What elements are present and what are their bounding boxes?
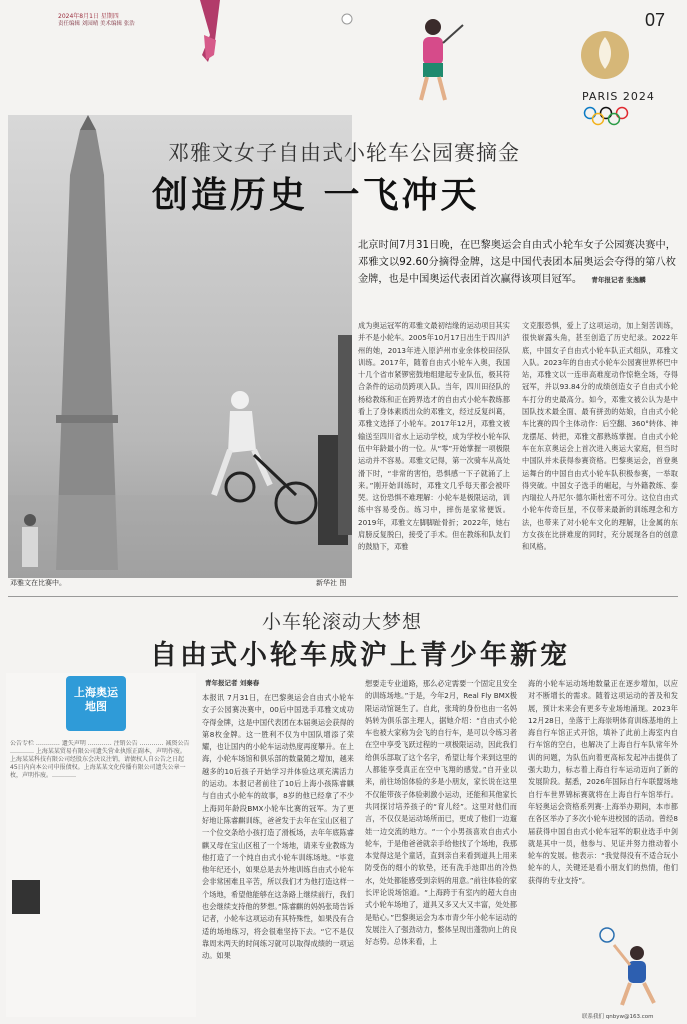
- story2-column-2: 想要走专业道路，那么必定需要一个固定且安全的训练场地。”于是，今年2月，Real Fly BMX极限运动馆诞生了。自此，张琦的身份也由一名妈妈转为俱乐部主理人，据她介绍：“自由式小轮车也被大家称为会飞的自行车，是可以令练习者在空中享受飞跃过程的一项极限运动，因此我们给俱乐部取了这个名字，希望让每个来到这里的人都能享受真正在空中飞翔的感觉。”自开业以来，前往场馆体验的多是小朋友，家长说在这里不仅能带孩子体验刺激小运动，还能和其他家长共同探讨培养孩子的“育儿经”。这里对他们而言，不仅仅是运动场所而已，更成了他们一边遛娃一边交流的地方。“一个小男孩喜欢自由式小轮车，于是他爸爸就亲手给他找了个场地，我那本觉得这是个童话，直到亲自来看到道具上用来防受伤的细小的软垫，还有洗手池即出的冷热水，处处都能感受到亲妈的用意。”前往体验的家长评论说场馆道。“上海跨于有室内的超大自由式小轮车场地了，道具又多又大又丰富，处处都是贴心。”巴黎奥运会为本市青少年小轮车运动的发展注入了强劲动力，整体呈现出蓬勃向上的良好态势。总体来看，上: [365, 679, 517, 947]
- map-label: 上海奥运地图: [74, 686, 118, 713]
- section-divider: [8, 596, 678, 597]
- footer-contact: 联系我们 qnbyw@163.com: [582, 1014, 654, 1020]
- classified-ads: 公告专栏 ………… 遗失声明 ………… 注销公告 ………… 减资公告 ………… 上海某某贸易有限公司遗失营业执照正副本，声明作废。上海某某科技有限公司经股东会决议注销，请债权人自公告之日起45日内向本公司申报债权。上海某某文化传播有限公司遗失公章一枚，声明作废。…………: [10, 740, 190, 779]
- gymnast-illustration: [180, 0, 240, 70]
- story2-kicker: 小车轮滚动大梦想: [262, 611, 423, 633]
- story2-headline: 自由式小轮车成沪上青少年新宠: [150, 640, 570, 671]
- story1-headline: 创造历史 一飞冲天: [152, 175, 480, 216]
- story1-lead-text: 北京时间7月31日晚，在巴黎奥运会自由式小轮车女子公园赛决赛中，邓雅文以92.60分摘得金牌，这是中国代表团本届奥运会夺得的第八枚金牌，也是中国奥运代表团首次赢得该项目冠军。: [358, 240, 676, 285]
- shanghai-olympic-map-badge: [66, 676, 126, 731]
- photo-caption: 邓雅文在比赛中。: [10, 579, 66, 587]
- shuttlecock-icon: [340, 12, 354, 26]
- page-number: 07: [645, 10, 666, 30]
- header-staff: 责任编辑 刘园晴 美术编辑 张浩: [58, 21, 135, 27]
- header-date: 2024年8月1日 星期四: [58, 13, 119, 20]
- story1-column-1: 成为奥运冠军的邓雅文最初结缘的运动项目其实并不是小轮车。2005年10月17日出生于四川泸州的她，2013年进入原泸州市业余体校田径队训练。2017年，随着自由式小轮车入奥，我国十几个省市紧锣密鼓地组建起专业队伍，极其符合条件的运动员跨项入队。当年，四川田径队的杨稔教练和正在跨界选才的自由式小轮车教练都看上了身体素质出众的邓雅文，经过反复纠葛，邓雅文选择了小轮车。2017年12月，邓雅文被输送至四川省水上运动学校，成为学校小轮车队伍中年龄最小的一位。从“零”开始掌握一项极限运动并不容易。邓雅文记得，第一次骑车从高处滑下时，“非常的害怕，恐惧感一下子就涌了上来。”刚开始训练时，邓雅文几乎每天都会被吓哭。这份恐惧不难理解：小轮车是极限运动，训练中容易受伤。练习中，摔伤是家常便饭。2019年，邓雅文左脚脚趾骨折；2022年，她右肩膀反复脱臼，接受了手术。但在教练和队友们的鼓励下，邓雅: [358, 321, 510, 552]
- story1-lead-byline: 青年报记者 张逸麟: [591, 276, 646, 284]
- paris-2024-logo-text: PARIS 2024: [582, 90, 655, 103]
- story1-lead: [358, 237, 676, 289]
- id-photo: [12, 880, 40, 914]
- volleyball-player-illustration: [592, 925, 677, 1010]
- story2-byline: 青年报记者 刘秦春: [205, 679, 260, 687]
- paris-2024-flame-icon: [575, 25, 635, 87]
- story2-column-3: 海的小轮车运动场地数量正在逐步增加，以应对不断增长的需求。随着这项运动的普及和发展，预计未来会有更多专业场地涌现。2023年12月28日，坐落于上海崇明体育训练基地的上海自行车馆正式开馆，填补了此前上海室内自行车馆的空白，也解决了上海自行车队常年外训的问题，为队伍向着更高标发起冲击提供了强大助力，标志着上海自行车运动迈向了新的发展阶段。据悉，2026年国际自行车联盟场地自行车世界锦标赛就将在上海自行车馆举行。年轻奥运会资格系列赛·上海举办期间，本市都在各区举办了多次小轮车进校园的活动。曾经8届获得中国自由式小轮车冠军的职业选手中剑就是其中一员，他参与、见证并努力推动着小轮车的发展。他表示：“我觉得没有不适合玩小轮车的人，关键还是看小朋友们的热情，他们获得的专业支持”。: [528, 679, 678, 885]
- story2-column-1: 本报讯 7月31日，在巴黎奥运会自由式小轮车女子公园赛决赛中，00后中国选手邓雅文成功夺得金牌，这是中国代表团在本届奥运会获得的第8枚金牌。这一胜利不仅为中国队增添了荣耀，也让国内的小轮车运动热度再度攀升。在上海，小轮车场馆和俱乐部的数量随之增加，越来越多的10后孩子开始学习并体验这项充满活力的运动。本报记者前往了10后上海小孩陈睿麒与自由式小轮车的故事，8岁的他已经拿了不少上海同年龄段BMX小轮车比赛的冠军。为了更好地让陈睿麒训练，爸爸发于去年在宝山区租了一个位交条给小孩打造了滑板场，去年年底陈睿麒又母在宝山区租了一个场地，请来专业教练为他打造了一个纯自由式小轮车训练场地。“毕竟他年纪还小，如果总是去外地训练自由式小轮车会非常困难且辛苦，所以我们才为他打造这样一个场地，希望他能够在这条路上继续前行，我们也会继续支持他的梦想。”陈睿麒的妈妈张琦告诉记者，小轮车这项运动有其特殊性，如果没有合适的场地练习，将会很难坚持下去。“它不是仅靠周末两天的时间练习就可以取得成绩的一项运动。如果: [202, 693, 354, 961]
- story1-column-2: 文克服恐惧，爱上了这项运动，加上刻苦训练，很快崭露头角，甚至创造了历史纪录。2022年底，中国女子自由式小轮车队正式组队，邓雅文入队。2023年的自由式小轮车公园赛世界杯巴中站，邓雅文以一连串高难度动作惊艳全场，夺得冠军，并以93.84分的成绩创造女子自由式小轮车打分的史最高分。如今，邓雅文被公认为是中国队技术最全面、最有拼劲的姑娘，自由式小轮车比赛的四个主体动作：后空翻、360°转体、神龙摆尾、转把，邓雅文都熟练掌握。自由式小轮车在东京奥运会上首次进入奥运大家庭，但当时中国队并未获得参赛资格。巴黎奥运会，首登奥运舞台的中国自由式小轮车队积极参赛，一举取得突破。中国女子选手的崛起，与外籍教练、泰内瑞拉人丹尼尔·德尔斯杜密不可分。这位自由式小轮车传奇巨星，不仅带来最新的训练理念和方法，也带来了对小轮车文化的理解，让金属的东方女孩在比拼难度的同时，充分展现各自的创意和风格。: [522, 321, 678, 552]
- olympic-rings-icon: [582, 106, 630, 126]
- photo-credit: 新华社 图: [316, 579, 347, 587]
- badminton-player-illustration: [395, 15, 470, 105]
- story1-kicker: 邓雅文女子自由式小轮车公园赛摘金: [168, 141, 520, 165]
